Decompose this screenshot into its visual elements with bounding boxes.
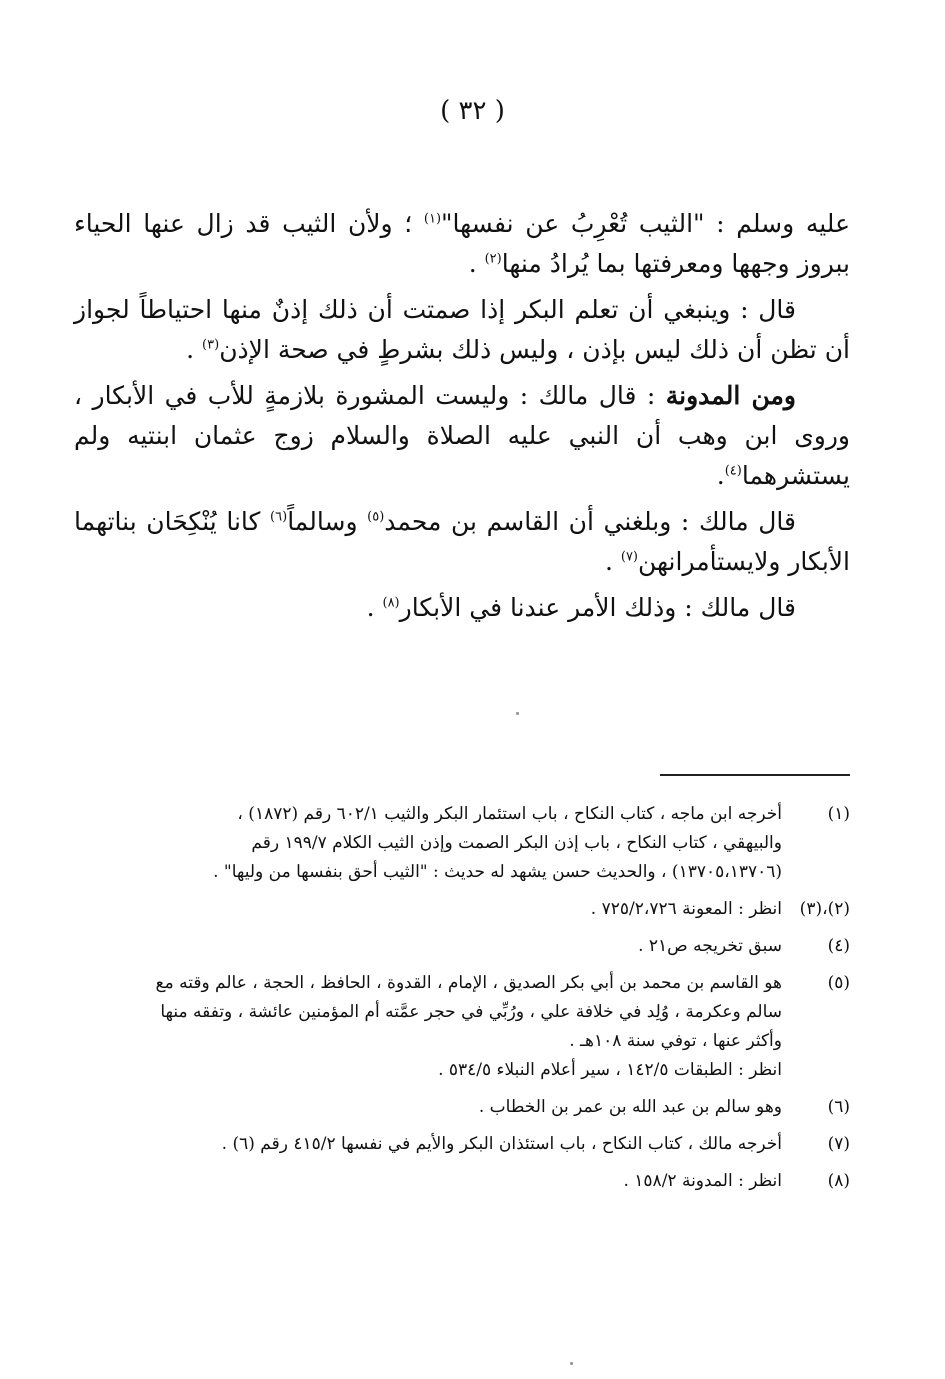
paragraph-1: عليه وسلم : "الثيب تُعْرِبُ عن نفسها"$^{(١)}$ ؛ ولأن الثيب قد زال عنها الحياء ببروز وجهها ومعرفتها بما يُرادُ منها$^{(٢)}$ . [74,209,850,278]
footnote-ref-3[interactable]: (٣) [202,337,220,353]
footnote-ref-1[interactable]: (١) [423,211,442,227]
paragraph-5: قال مالك : وذلك الأمر عندنا في الأبكار$^{(٨)}$ . [366,593,796,622]
footnote [74,932,850,961]
paragraph-4: قال مالك : وبلغني أن القاسم بن محمد$^{(٥)}$ وسالماً$^{(٦)}$ كانا يُنْكِحَان بناتهما الأبكار ولايستأمرانهن$^{(٧)}$ . [74,507,850,576]
footnote [74,1093,850,1122]
footnote-ref-8[interactable]: (٨) [382,595,400,611]
footnote-ref-7[interactable]: (٧) [620,549,638,565]
scan-speck [570,1362,573,1365]
footnote-number: (١) [827,804,850,824]
footnote-text: أخرجه مالك ، كتاب النكاح ، باب استئذان البكر والأيم في نفسها ٤١٥/٢ رقم (٦) . [221,1134,782,1154]
footnote [74,1130,850,1159]
footnote-ref-2[interactable]: (٢) [484,251,502,267]
scan-speck [516,712,519,715]
paragraph-3: ومن المدونة : قال مالك : وليست المشورة بلازمةٍ للأب في الأبكار ، وروى ابن وهب أن النبي عليه الصلاة والسلام زوج عثمان ابنتيه ولم يستشرهما$^{(٤)}$. [74,381,850,490]
footnote-number: (٨) [827,1171,850,1191]
paragraph-2: قال : وينبغي أن تعلم البكر إذا صمتت أن ذلك إذنٌ منها احتياطاً لجواز أن تظن أن ذلك ليس بإذن ، وليس ذلك بشرطٍ في صحة الإذن$^{(٣)}$ . [74,295,850,364]
footnote-number: (٥) [827,973,850,993]
footnote-ref-4[interactable]: (٤) [724,463,742,479]
footnote-number: (٦) [827,1097,850,1117]
footnote-ref-6[interactable]: (٦) [270,509,288,525]
footnote [74,895,850,924]
source-heading: ومن المدونة [665,381,796,410]
footnote-number: (٢)،(٣) [799,899,850,919]
footnote-ref-5[interactable]: (٥) [367,509,385,525]
footnotes [74,800,850,1204]
page-number: ( ٣٢ ) [440,96,505,126]
footnote-number: (٤) [827,936,850,956]
footnote-text: سبق تخريجه ص٢١ . [638,936,782,956]
footnote [74,969,850,1085]
footnote-text: هو القاسم بن محمد بن أبي بكر الصديق ، الإمام ، القدوة ، الحافظ ، الحجة ، عالم وقته مع سالم وعكرمة ، وُلِد في خلافة علي ، ورُبِّي في حجر عمَّته أم المؤمنين عائشة ، وتفقه منها وأكثر عنها ، توفي سنة ١٠٨هـ . انظر : الطبقات ١٤٢/٥ ، سير أعلام النبلاء ٥٣٤/٥ . [155,973,782,1080]
main-text [74,204,850,634]
footnote-text: انظر : المعونة ٧٢٥/٢،٧٢٦ . [590,899,782,919]
footnote-text: أخرجه ابن ماجه ، كتاب النكاح ، باب استئمار البكر والثيب ٦٠٢/١ رقم (١٨٧٢) ، والبيهقي ، كتاب النكاح ، باب إذن البكر الصمت وإذن الثيب الكلام ١٩٩/٧ رقم (١٣٧٠٥،١٣٧٠٦) ، والحديث حسن يشهد له حديث : "الثيب أحق بنفسها من وليها" . [213,804,782,882]
footnote-text: انظر : المدونة ١٥٨/٢ . [623,1171,782,1191]
footnote-text: وهو سالم بن عبد الله بن عمر بن الخطاب . [478,1097,782,1117]
footnote-separator [660,774,850,776]
footnote [74,800,850,887]
footnote-number: (٧) [827,1134,850,1154]
footnote [74,1167,850,1196]
